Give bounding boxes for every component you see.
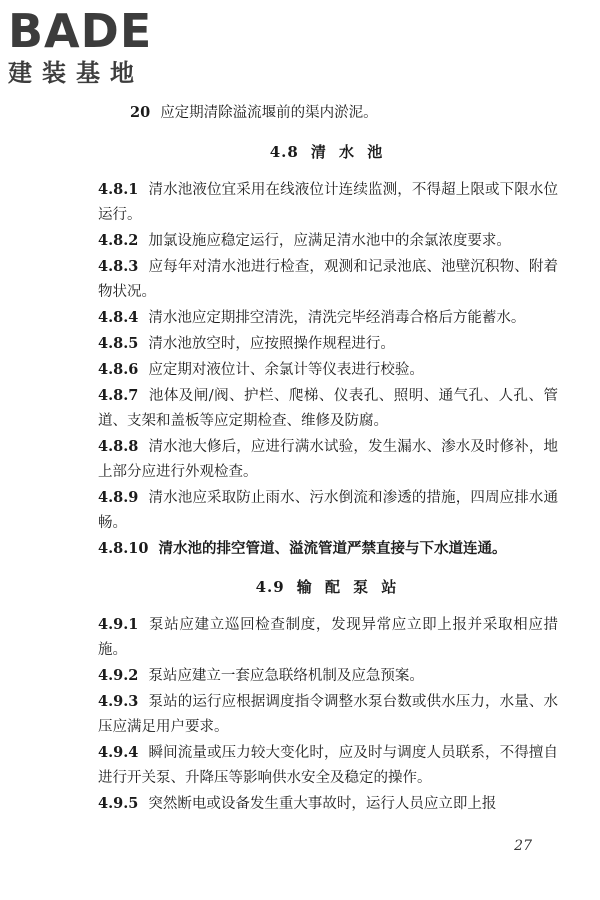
bade-logo [8, 6, 178, 88]
clause-item [98, 791, 558, 817]
section-number: 4.9 [255, 578, 285, 596]
clause-number: 4.9.4 [98, 744, 139, 761]
clause-item [98, 228, 558, 254]
clause-number: 4.8.1 [98, 181, 139, 198]
clause-text: 应定期对液位计、余氯计等仪表进行校验。 [148, 362, 424, 378]
clause-item [98, 689, 558, 740]
clause-text: 清水池液位宜采用在线液位计连续监测，不得超上限或下限水位运行。 [98, 182, 558, 223]
clause-number: 4.9.2 [98, 667, 139, 684]
clause-number: 4.8.10 [98, 540, 149, 557]
clause-number: 4.8.8 [98, 438, 139, 455]
clause-number: 4.8.9 [98, 489, 139, 506]
clause-item [98, 254, 558, 305]
clause-text: 泵站应建立一套应急联络机制及应急预案。 [148, 668, 424, 684]
clause-text: 清水池的排空管道、溢流管道严禁直接与下水道连通。 [158, 540, 507, 557]
clause-number: 4.8.6 [98, 361, 139, 378]
clause-item [98, 305, 558, 331]
logo-wordmark: BADE [8, 4, 153, 58]
clause-text: 清水池应定期排空清洗，清洗完毕经消毒合格后方能蓄水。 [148, 310, 526, 326]
clause-item [98, 100, 558, 126]
section-title: 清 水 池 [310, 143, 387, 161]
section-title: 输 配 泵 站 [296, 578, 401, 596]
clause-text: 泵站应建立巡回检查制度，发现异常应立即上报并采取相应措施。 [98, 617, 558, 658]
page-number: 27 [514, 838, 532, 854]
clause-text: 池体及闸/阀、护栏、爬梯、仪表孔、照明、通气孔、人孔、管道、支架和盖板等应定期检查、维修及防腐。 [98, 388, 558, 429]
clause-number: 4.8.4 [98, 309, 139, 326]
clause-number: 4.8.7 [98, 387, 139, 404]
clause-text: 突然断电或设备发生重大事故时，运行人员应立即上报 [148, 796, 497, 812]
clause-item [98, 331, 558, 357]
clause-number: 4.8.2 [98, 232, 139, 249]
clause-item [98, 485, 558, 536]
clause-text: 应定期清除溢流堰前的渠内淤泥。 [160, 105, 378, 121]
section-heading-4-8 [98, 140, 558, 165]
clause-item [98, 383, 558, 434]
clause-item-mandatory [98, 536, 558, 561]
clause-number: 4.8.3 [98, 258, 139, 275]
clause-text: 清水池应采取防止雨水、污水倒流和渗透的措施，四周应排水通畅。 [98, 490, 558, 531]
clause-text: 清水池放空时，应按照操作规程进行。 [148, 336, 395, 352]
clause-number: 4.9.3 [98, 693, 139, 710]
clause-item [98, 740, 558, 791]
clause-number: 4.9.5 [98, 795, 139, 812]
logo-subtitle: 建装基地 [8, 59, 144, 87]
clause-text: 应每年对清水池进行检查，观测和记录池底、池壁沉积物、附着物状况。 [98, 259, 558, 300]
clause-item [98, 177, 558, 228]
clause-text: 瞬间流量或压力较大变化时，应及时与调度人员联系，不得擅自进行开关泵、升降压等影响供水安全及稳定的操作。 [98, 745, 558, 786]
section-heading-4-9 [98, 575, 558, 600]
clause-number: 4.8.5 [98, 335, 139, 352]
clause-item [98, 357, 558, 383]
clause-number: 20 [130, 104, 151, 121]
clause-item [98, 612, 558, 663]
clause-text: 加氯设施应稳定运行，应满足清水池中的余氯浓度要求。 [148, 233, 511, 249]
document-body [98, 100, 558, 817]
clause-text: 清水池大修后，应进行满水试验，发生漏水、渗水及时修补，地上部分应进行外观检查。 [98, 439, 558, 480]
clause-item [98, 434, 558, 485]
clause-number: 4.9.1 [98, 616, 139, 633]
clause-item [98, 663, 558, 689]
section-number: 4.8 [269, 143, 299, 161]
clause-text: 泵站的运行应根据调度指令调整水泵台数或供水压力，水量、水压应满足用户要求。 [98, 694, 558, 735]
